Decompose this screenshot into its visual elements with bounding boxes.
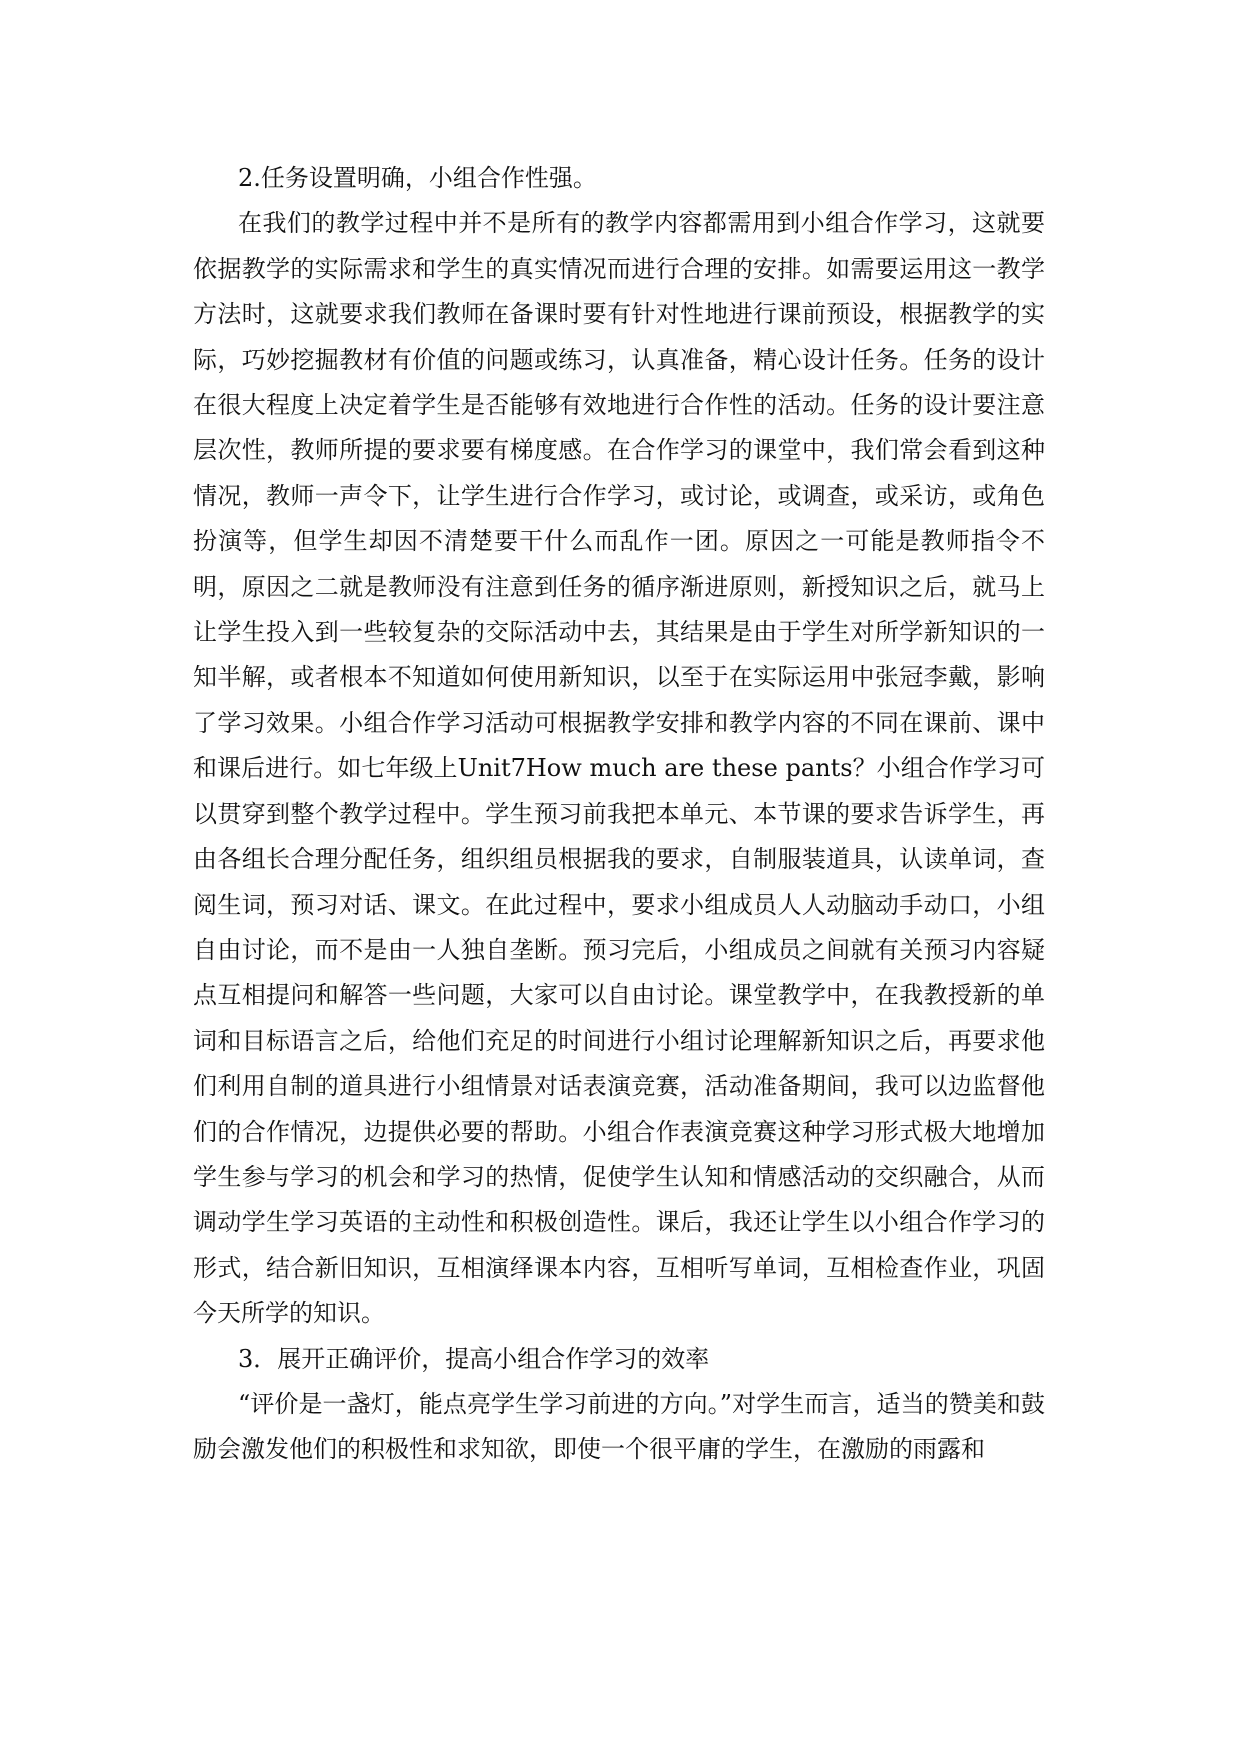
section-2-heading: 2.任务设置明确，小组合作性强。 <box>238 164 597 192</box>
section-3-heading: 3．展开正确评价，提高小组合作学习的效率 <box>238 1344 710 1373</box>
document-body <box>193 156 1045 1473</box>
section-2-paragraph: 在我们的教学过程中并不是所有的教学内容都需用到小组合作学习，这就要依据教学的实际需求和学生的真实情况而进行合理的安排。如需要运用这一教学方法时，这就要求我们教师在备课时要有针对性地进行课前预设，根据教学的实际，巧妙挖掘教材有价值的问题或练习，认真准备，精心设计任务。任务的设计在很大程度上决定着学生是否能够有效地进行合作性的活动。任务的设计要注意层次性，教师所提的要求要有梯度感。在合作学习的课堂中，我们常会看到这种情况，教师一声令下，让学生进行合作学习，或讨论，或调查，或采访，或角色扮演等，但学生却因不清楚要干什么而乱作一团。原因之一可能是教师指令不明，原因之二就是教师没有注意到任务的循序渐进原则，新授知识之后，就马上让学生投入到一些较复杂的交际活动中去，其结果是由于学生对所学新知识的一知半解，或者根本不知道如何使用新知识，以至于在实际运用中张冠李戴，影响了学习效果。小组合作学习活动可根据教学安排和教学内容的不同在课前、课中和课后进行。如七年级上Unit7How much are these pants？小组合作学习可以贯穿到整个教学过程中。学生预习前我把本单元、本节课的要求告诉学生，再由各组长合理分配任务，组织组员根据我的要求，自制服装道具，认读单词，查阅生词，预习对话、课文。在此过程中，要求小组成员人人动脑动手动口，小组自由讨论，而不是由一人独自垄断。预习完后，小组成员之间就有关预习内容疑点互相提问和解答一些问题，大家可以自由讨论。课堂教学中，在我教授新的单词和目标语言之后，给他们充足的时间进行小组讨论理解新知识之后，再要求他们利用自制的道具进行小组情景对话表演竞赛，活动准备期间，我可以边监督他们的合作情况，边提供必要的帮助。小组合作表演竞赛这种学习形式极大地增加学生参与学习的机会和学习的热情，促使学生认知和情感活动的交织融合，从而调动学生学习英语的主动性和积极创造性。课后，我还让学生以小组合作学习的形式，结合新旧知识，互相演绎课本内容，互相听写单词，互相检查作业，巩固今天所学的知识。 <box>193 209 1045 1328</box>
section-3-paragraph: “评价是一盏灯，能点亮学生学习前进的方向。”对学生而言，适当的赞美和鼓励会激发他们的积极性和求知欲，即使一个很平庸的学生，在激励的雨露和 <box>193 1389 1045 1464</box>
